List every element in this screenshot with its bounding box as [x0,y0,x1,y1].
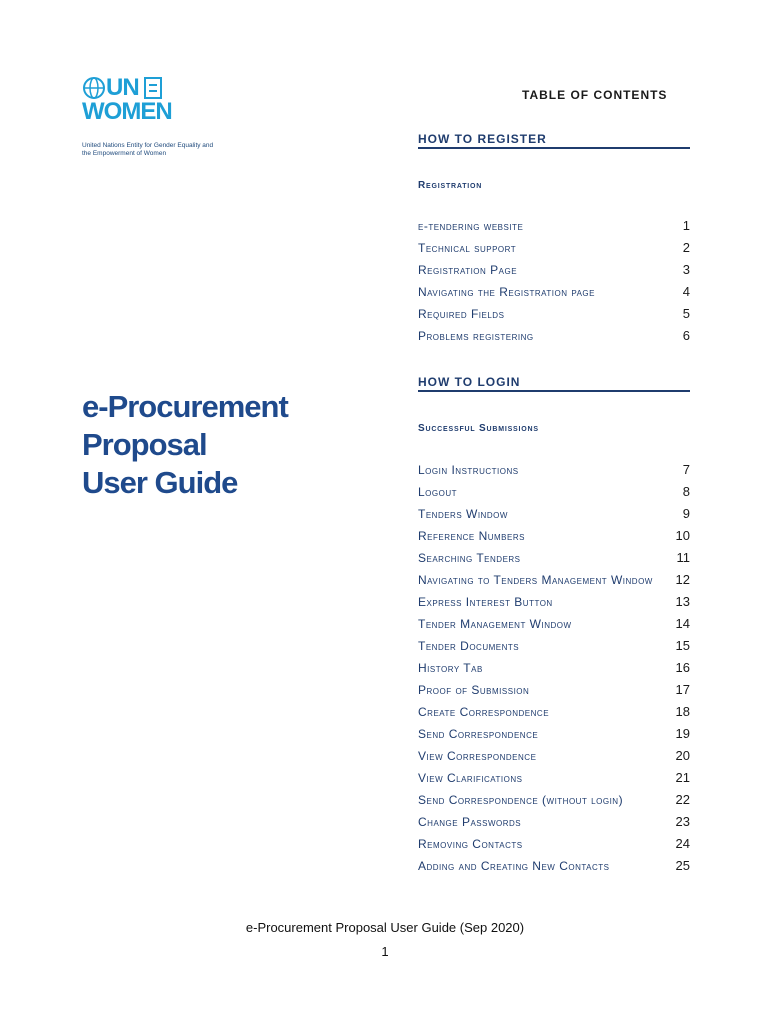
toc-item-page: 7 [682,462,690,477]
footer-text: e-Procurement Proposal User Guide (Sep 2020) [245,920,525,935]
globe-icon [82,76,106,100]
toc-list-register [418,218,690,350]
toc-item-label: Login Instructions [418,463,519,477]
toc-item-label: e-tendering website [418,219,524,233]
logo-tagline: United Nations Entity for Gender Equality and the Empowerment of Women [82,142,214,157]
toc-item-label: Required Fields [418,307,505,321]
logo-un-text: UN [106,74,139,101]
toc-item[interactable] [418,550,690,572]
toc-item-page: 11 [676,550,690,565]
toc-item-page: 23 [675,814,690,829]
toc-item[interactable] [418,748,690,770]
toc-item-label: Proof of Submission [418,683,530,697]
toc-item-label: Reference Numbers [418,529,525,543]
toc-item[interactable] [418,218,690,240]
toc-item-label: Tender Documents [418,639,520,653]
toc-item-page: 19 [675,726,690,741]
toc-item[interactable] [418,858,690,880]
toc-item-label: Navigating to Tenders Management Window [418,573,653,587]
toc-item[interactable] [418,638,690,660]
title-line-1: e-Procurement Proposal [82,389,288,462]
toc-item-label: View Correspondence [418,749,537,763]
toc-item-page: 14 [675,616,690,631]
logo-top-row [82,76,202,100]
subheading-successful-submissions[interactable]: Successful Submissions [418,423,539,434]
toc-item-page: 6 [682,328,690,343]
toc-item-label: Create Correspondence [418,705,550,719]
toc-item-page: 3 [682,262,690,277]
toc-item-label: Problems registering [418,329,534,343]
toc-item-page: 13 [675,594,690,609]
logo-women-text: WOMEN [82,98,172,125]
un-women-logo [82,74,214,166]
toc-item-page: 1 [682,218,690,233]
toc-item-label: Removing Contacts [418,837,523,851]
toc-item[interactable] [418,704,690,726]
toc-item[interactable] [418,284,690,306]
toc-item[interactable] [418,306,690,328]
toc-item-label: Searching Tenders [418,551,521,565]
toc-item[interactable] [418,262,690,284]
toc-item-label: Navigating the Registration page [418,285,595,299]
toc-item-page: 15 [675,638,690,653]
toc-item[interactable] [418,682,690,704]
toc-item[interactable] [418,484,690,506]
toc-heading: TABLE OF CONTENTS [522,88,668,102]
toc-item[interactable] [418,594,690,616]
toc-item-page: 5 [682,306,690,321]
toc-item[interactable] [418,836,690,858]
toc-item-label: Tender Management Window [418,617,572,631]
document-title [82,388,382,502]
toc-item-page: 24 [675,836,690,851]
toc-item[interactable] [418,616,690,638]
toc-item-page: 2 [682,240,690,255]
title-line-2: User Guide [82,465,238,500]
toc-item-page: 12 [675,572,690,587]
toc-item[interactable] [418,528,690,550]
toc-item-page: 9 [682,506,690,521]
toc-item-page: 4 [682,284,690,299]
toc-item-page: 25 [675,858,690,873]
toc-item[interactable] [418,726,690,748]
toc-item-page: 8 [682,484,690,499]
toc-item-label: History Tab [418,661,483,675]
toc-item-page: 17 [675,682,690,697]
subheading-registration[interactable]: Registration [418,180,483,191]
toc-item[interactable] [418,660,690,682]
toc-item-page: 16 [675,660,690,675]
toc-item-label: Adding and Creating New Contacts [418,859,610,873]
toc-item-label: View Clarifications [418,771,523,785]
toc-item-page: 20 [675,748,690,763]
toc-item[interactable] [418,506,690,528]
toc-item[interactable] [418,814,690,836]
toc-item[interactable] [418,240,690,262]
toc-item-label: Logout [418,485,458,499]
toc-item[interactable] [418,328,690,350]
toc-list-login [418,462,690,880]
toc-item-label: Tenders Window [418,507,508,521]
toc-item-page: 10 [675,528,690,543]
toc-item[interactable] [418,770,690,792]
toc-item-label: Express Interest Button [418,595,553,609]
toc-item[interactable] [418,572,690,594]
toc-item[interactable] [418,462,690,484]
toc-item-label: Technical support [418,241,517,255]
equality-emblem-icon [143,76,163,100]
toc-item-page: 22 [675,792,690,807]
page-number: 1 [381,944,389,959]
toc-item-label: Send Correspondence (without login) [418,793,624,807]
toc-item-label: Change Passwords [418,815,522,829]
toc-item-label: Registration Page [418,263,518,277]
toc-item-page: 18 [675,704,690,719]
toc-item-label: Send Correspondence [418,727,539,741]
section-heading-register[interactable]: HOW TO REGISTER [418,132,690,149]
toc-item-page: 21 [675,770,690,785]
toc-item[interactable] [418,792,690,814]
section-heading-login[interactable]: HOW TO LOGIN [418,375,690,392]
